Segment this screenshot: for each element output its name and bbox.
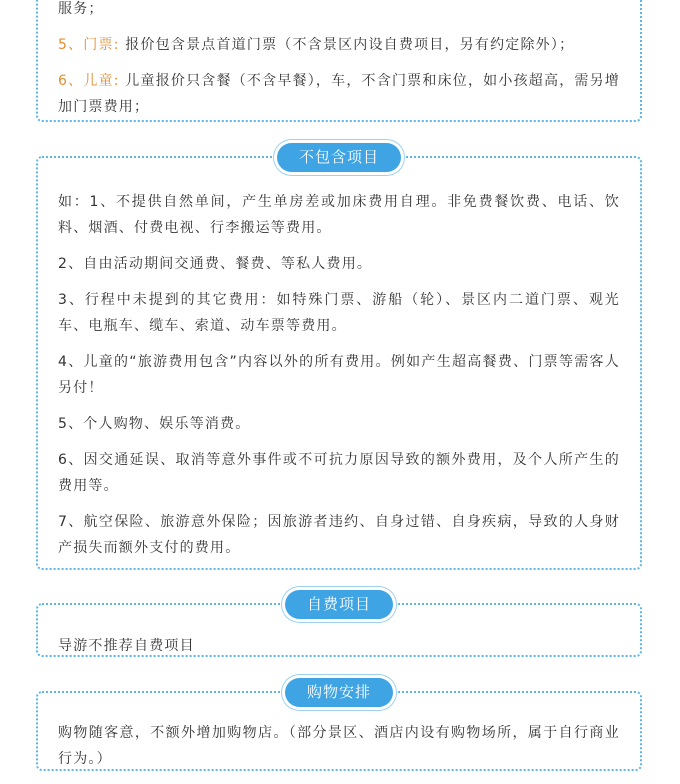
- shopping-section: [36, 683, 642, 771]
- excluded-item: 3、行程中未提到的其它费用：如特殊门票、游船（轮）、景区内二道门票、观光车、电瓶车、缆车、索道、动车票等费用。: [58, 292, 620, 334]
- included-tail-text: 服务；: [58, 1, 104, 17]
- excluded-section-title: 不包含项目: [277, 143, 401, 172]
- self-paid-section: [36, 595, 642, 657]
- excluded-item: 4、儿童的“旅游费用包含”内容以外的所有费用。例如产生超高餐费、门票等需客人另付！: [58, 354, 620, 396]
- excluded-item: 6、因交通延误、取消等意外事件或不可抗力原因导致的额外费用，及个人所产生的费用等。: [58, 452, 620, 494]
- self-paid-text: 导游不推荐自费项目: [58, 638, 195, 654]
- included-item-tickets: [58, 32, 620, 58]
- shopping-section-title: 购物安排: [285, 678, 393, 707]
- self-paid-section-title: 自费项目: [285, 590, 393, 619]
- excluded-item: 如：1、不提供自然单间，产生单房差或加床费用自理。非免费餐饮费、电话、饮料、烟酒、付费电视、行李搬运等费用。: [58, 194, 620, 236]
- included-item-children: [58, 68, 620, 120]
- excluded-item: 5、个人购物、娱乐等消费。: [58, 416, 251, 432]
- excluded-item: 2、自由活动期间交通费、餐费、等私人费用。: [58, 256, 373, 272]
- excluded-item: 7、航空保险、旅游意外保险；因旅游者违约、自身过错、自身疾病，导致的人身财产损失而额外支付的费用。: [58, 514, 620, 556]
- included-item-text: 报价包含景点首道门票（不含景区内设自费项目，另有约定除外）；: [119, 37, 575, 53]
- included-item-label: 6、儿童:: [58, 73, 120, 89]
- included-item-text: 儿童报价只含餐（不含早餐），车，不含门票和床位，如小孩超高，需另增加门票费用；: [58, 73, 621, 115]
- included-section: [36, 0, 642, 122]
- included-item-label: 5、门票:: [58, 37, 120, 53]
- excluded-section: [36, 148, 642, 570]
- shopping-text: 购物随客意，不额外增加购物店。（部分景区、酒店内设有购物场所，属于自行商业行为。）: [58, 725, 620, 767]
